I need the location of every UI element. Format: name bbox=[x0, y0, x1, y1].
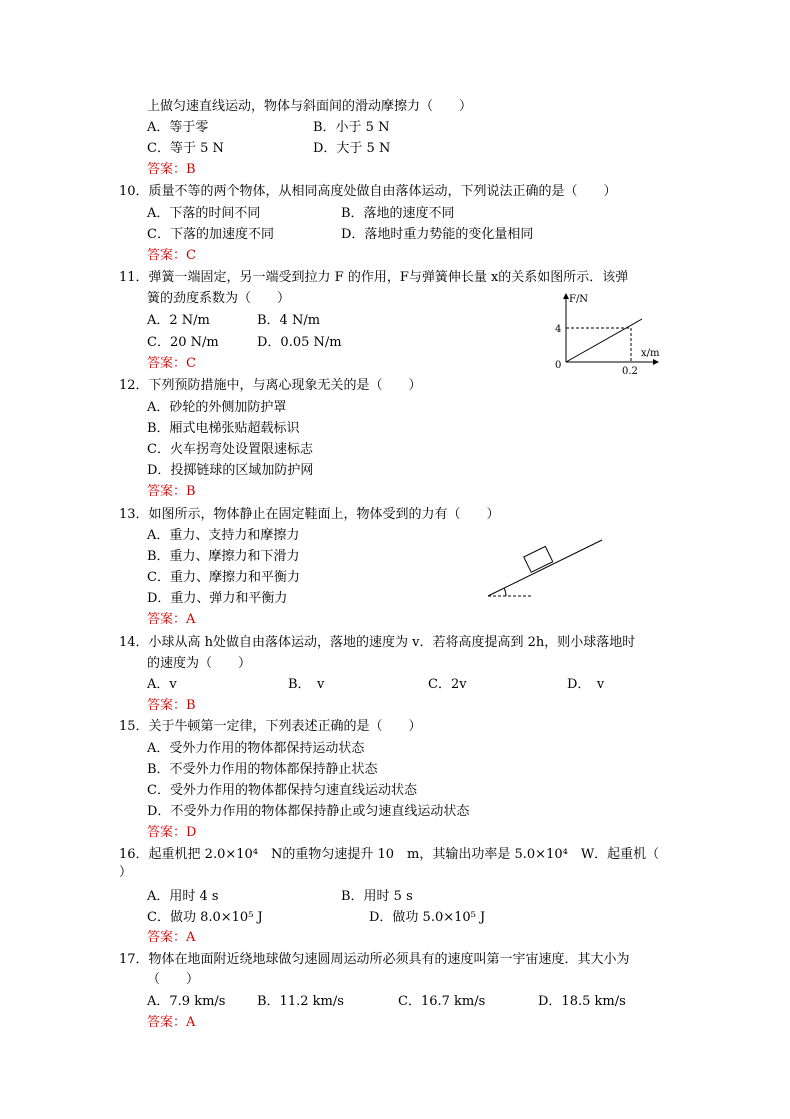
q17-option-d: D．18.5 km/s bbox=[538, 994, 626, 1009]
q15-option-a: A．受外力作用的物体都保持运动状态 bbox=[147, 741, 365, 756]
q13-block bbox=[524, 546, 553, 572]
q16-stem-line1: 16．起重机把 2.0×10⁴ N的重物匀速提升 10 m，其输出功率是 5.0×10⁴ W．起重机（ bbox=[119, 847, 660, 862]
q15-option-d: D．不受外力作用的物体都保持静止或匀速直线运动状态 bbox=[147, 804, 470, 819]
q15-option-c: C．受外力作用的物体都保持匀速直线运动状态 bbox=[147, 783, 417, 798]
q11-origin-label: 0 bbox=[555, 360, 562, 371]
q9-option-c: C．等于 5 N bbox=[147, 141, 224, 156]
q16-stem-line2: ） bbox=[119, 865, 133, 880]
q15-answer: 答案：D bbox=[147, 825, 197, 840]
q14-answer: 答案：B bbox=[147, 698, 196, 713]
q13-answer: 答案：A bbox=[147, 612, 196, 627]
q10-option-c: C．下落的加速度不同 bbox=[147, 227, 274, 242]
q9-option-b: B．小于 5 N bbox=[313, 120, 390, 135]
q11-y-tick-label: 4 bbox=[555, 324, 562, 335]
q10-stem: 10．质量不等的两个物体，从相同高度处做自由落体运动，下列说法正确的是（ ） bbox=[119, 184, 617, 199]
q11-option-a: A．2 N/m bbox=[147, 313, 210, 328]
q17-stem-line2: （ ） bbox=[147, 972, 200, 987]
q11-option-c: C．20 N/m bbox=[147, 335, 219, 350]
q17-option-c: C．16.7 km/s bbox=[398, 994, 486, 1009]
q10-option-a: A．下落的时间不同 bbox=[147, 206, 261, 221]
q10-answer: 答案：C bbox=[147, 248, 196, 263]
q10-option-b: B．落地的速度不同 bbox=[341, 206, 455, 221]
q11-answer: 答案：C bbox=[147, 356, 196, 371]
q16-option-b: B．用时 5 s bbox=[341, 889, 413, 904]
q12-answer: 答案：B bbox=[147, 484, 196, 499]
q14-option-b: B． v bbox=[288, 677, 325, 692]
q11-option-b: B．4 N/m bbox=[257, 313, 321, 328]
q14-stem-line2: 的速度为（ ） bbox=[147, 656, 252, 671]
q13-option-d: D．重力、弹力和平衡力 bbox=[147, 591, 288, 606]
q12-option-c: C．火车拐弯处设置限速标志 bbox=[147, 442, 313, 457]
q13-option-c: C．重力、摩擦力和平衡力 bbox=[147, 570, 300, 585]
q16-option-c: C．做功 8.0×10⁵ J bbox=[147, 910, 263, 925]
q13-option-a: A．重力、支持力和摩擦力 bbox=[147, 528, 300, 543]
q12-option-b: B．厢式电梯张贴超载标识 bbox=[147, 421, 300, 436]
q13-incline-diagram bbox=[486, 536, 606, 602]
q9-option-d: D．大于 5 N bbox=[313, 141, 391, 156]
q17-answer: 答案：A bbox=[147, 1015, 196, 1030]
q10-option-d: D．落地时重力势能的变化量相同 bbox=[341, 227, 534, 242]
q17-option-a: A．7.9 km/s bbox=[147, 994, 226, 1009]
q15-option-b: B．不受外力作用的物体都保持静止状态 bbox=[147, 762, 378, 777]
q13-stem: 13．如图所示，物体静止在固定鞋面上，物体受到的力有（ ） bbox=[119, 507, 500, 522]
q11-stem-line1: 11．弹簧一端固定，另一端受到拉力 F 的作用，F与弹簧伸长量 x的关系如图所示．该弹 bbox=[119, 270, 629, 285]
q11-x-tick-label: 0.2 bbox=[622, 366, 638, 377]
q11-x-label: x/m bbox=[641, 348, 660, 359]
q17-option-b: B．11.2 km/s bbox=[257, 994, 344, 1009]
q16-answer: 答案：A bbox=[147, 930, 196, 945]
q16-option-d: D．做功 5.0×10⁵ J bbox=[369, 910, 486, 925]
q14-option-c: C．2v bbox=[428, 677, 467, 692]
q9-option-a: A．等于零 bbox=[147, 120, 209, 135]
q13-angle-arc bbox=[504, 588, 506, 596]
q12-stem: 12．下列预防措施中，与离心现象无关的是（ ） bbox=[119, 378, 422, 393]
q11-option-d: D．0.05 N/m bbox=[257, 335, 342, 350]
q9-answer: 答案：B bbox=[147, 162, 196, 177]
q11-y-label: F/N bbox=[569, 294, 589, 305]
q16-option-a: A．用时 4 s bbox=[147, 889, 219, 904]
q14-stem-line1: 14．小球从高 h处做自由落体运动，落地的速度为 v．若将高度提高到 2h，则小球落地时 bbox=[119, 635, 636, 650]
q11-force-extension-graph bbox=[545, 288, 675, 380]
q11-stem-line2: 簧的劲度系数为（ ） bbox=[147, 291, 291, 306]
q17-stem-line1: 17．物体在地面附近绕地球做匀速圆周运动所必须具有的速度叫第一宇宙速度．其大小为 bbox=[119, 952, 630, 967]
q14-option-a: A．v bbox=[147, 677, 177, 692]
q13-option-b: B．重力、摩擦力和下滑力 bbox=[147, 549, 300, 564]
q12-option-d: D．投掷链球的区域加防护网 bbox=[147, 463, 314, 478]
q9-stem-cont: 上做匀速直线运动，物体与斜面间的滑动摩擦力（ ） bbox=[147, 99, 473, 114]
q12-option-a: A．砂轮的外侧加防护罩 bbox=[147, 400, 287, 415]
q15-stem: 15．关于牛顿第一定律，下列表述正确的是（ ） bbox=[119, 719, 422, 734]
q14-option-d: D． v bbox=[567, 677, 605, 692]
